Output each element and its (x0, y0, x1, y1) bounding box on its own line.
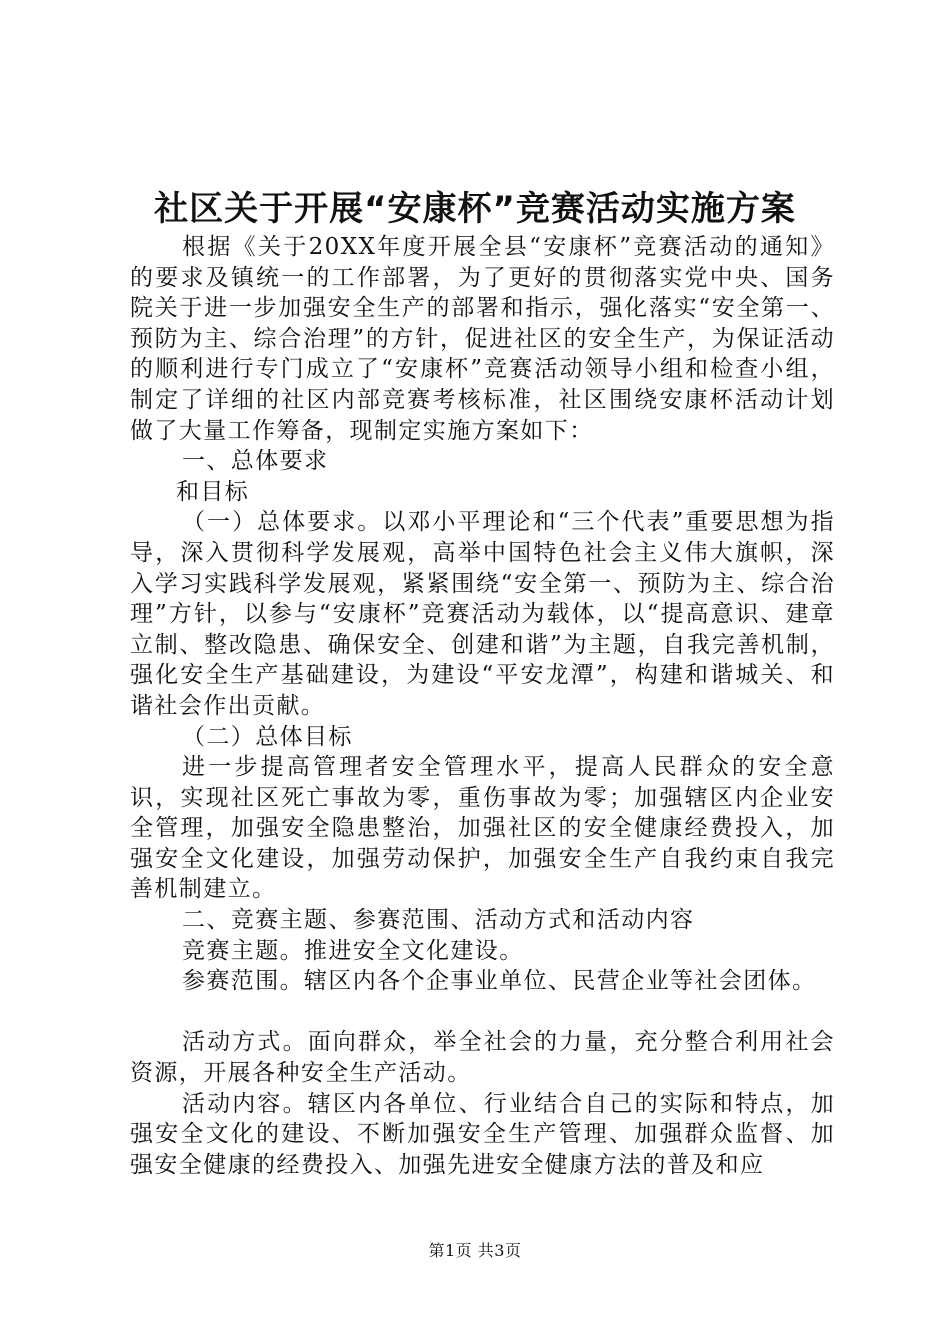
paragraph-general-goals: 进一步提高管理者安全管理水平，提高人民群众的安全意识，实现社区死亡事故为零，重伤事故为零；加强辖区内企业安全管理，加强安全隐患整治，加强社区的安全健康经费投入，加强安全文化建设，加强劳动保护，加强安全生产自我约束自我完善机制建立。 (130, 754, 835, 903)
section-heading-1-cont: 和目标 (176, 478, 250, 505)
section-heading-1: 一、总体要求 (182, 448, 329, 475)
paragraph-method: 活动方式。面向群众，举全社会的力量，充分整合利用社会资源，开展各种安全生产活动。 (130, 1029, 835, 1087)
subheading-general-goals: （二）总体目标 (182, 723, 353, 750)
paragraph-theme: 竞赛主题。推进安全文化建设。 (182, 937, 524, 964)
document-body (130, 232, 835, 1180)
paragraph-content: 活动内容。辖区内各单位、行业结合自己的实际和特点，加强安全文化的建设、不断加强安全生产管理、加强群众监督、加强安全健康的经费投入、加强先进安全健康方法的普及和应 (130, 1090, 835, 1178)
page-footer: 第1页 共3页 (428, 1241, 522, 1260)
paragraph-scope: 参赛范围。辖区内各个企事业单位、民营企业等社会团体。 (182, 968, 817, 995)
document-title: 社区关于开展“安康杯”竞赛活动实施方案 (154, 189, 796, 229)
paragraph-intro: 根据《关于20XX年度开展全县“安康杯”竞赛活动的通知》的要求及镇统一的工作部署，为了更好的贯彻落实党中央、国务院关于进一步加强安全生产的部署和指示，强化落实“安全第一、预防为主、综合治理”的方针，促进社区的安全生产，为保证活动的顺利进行专门成立了“安康杯”竞赛活动领导小组和检查小组，制定了详细的社区内部竞赛考核标准，社区围绕安康杯活动计划做了大量工作筹备，现制定实施方案如下： (130, 234, 835, 444)
blank-line (130, 997, 835, 1028)
paragraph-general-requirements: （一）总体要求。以邓小平理论和“三个代表”重要思想为指导，深入贯彻科学发展观，高举中国特色社会主义伟大旗帜，深入学习实践科学发展观，紧紧围绕“安全第一、预防为主、综合治理”方针，以参与“安康杯”竞赛活动为载体，以“提高意识、建章立制、整改隐患、确保安全、创建和谐”为主题，自我完善机制，强化安全生产基础建设，为建设“平安龙潭”，构建和谐城关、和谐社会作出贡献。 (130, 509, 835, 719)
section-heading-2: 二、竞赛主题、参赛范围、活动方式和活动内容 (182, 907, 695, 934)
